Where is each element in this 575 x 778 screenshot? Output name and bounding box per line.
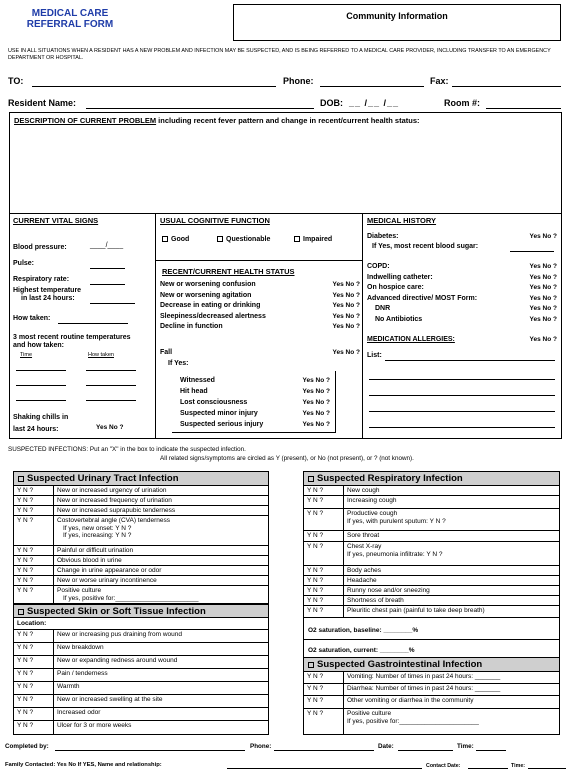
history-item: On hospice care: — [367, 284, 424, 291]
skin-section — [13, 617, 269, 735]
uti-row — [14, 506, 268, 516]
resp-text: Increasing cough — [347, 497, 397, 504]
cognitive-option-questionable[interactable] — [217, 236, 270, 243]
family-contacted[interactable]: Family Contacted: Yes No If YES, Name and relationship: — [5, 762, 162, 768]
uti-yn[interactable]: Y N ? — [14, 566, 54, 575]
checkbox-icon[interactable] — [217, 236, 223, 242]
skin-text: Ulcer for 3 or more weeks — [57, 722, 132, 729]
resp-yn[interactable]: Y N ? — [304, 496, 344, 508]
cognitive-good-label: Good — [171, 236, 190, 243]
bp-field[interactable]: ____/____ — [90, 242, 124, 249]
contact-date-field[interactable] — [468, 768, 508, 769]
phone-label: Phone: — [283, 76, 314, 86]
recent-temp-time-1[interactable] — [16, 370, 66, 371]
resp-row — [304, 542, 559, 566]
allergy-line-4[interactable] — [369, 411, 555, 412]
divider — [362, 213, 363, 439]
history-heading: MEDICAL HISTORY — [367, 216, 437, 225]
checkbox-icon[interactable] — [294, 236, 300, 242]
uti-text: New or worse urinary incontinence — [57, 577, 157, 584]
checkbox-icon[interactable] — [162, 236, 168, 242]
skin-heading[interactable] — [14, 604, 268, 618]
history-yn[interactable]: Yes No ? — [529, 315, 557, 323]
resp-rate-field[interactable] — [90, 284, 125, 285]
uti-row — [14, 586, 268, 604]
resp-sub[interactable]: If yes, pneumonia infiltrate: Y N ? — [347, 550, 443, 558]
history-item: Indwelling catheter: — [367, 273, 433, 281]
uti-text: New or increased urgency of urination — [57, 487, 167, 494]
fall-detail: Lost consciousness — [180, 399, 248, 406]
pulse-label: Pulse: — [13, 260, 35, 267]
skin-text: Pain / tenderness — [57, 670, 108, 677]
skin-yn[interactable]: Y N ? — [14, 695, 54, 707]
history-row — [367, 315, 557, 326]
health-item: New or worsening confusion — [160, 281, 256, 288]
resp-rate-label: Respiratory rate: — [13, 276, 70, 283]
uti-row — [14, 496, 268, 506]
history-item: Advanced directive/ MOST Form: — [367, 294, 478, 302]
skin-text: New or increased swelling at the site — [57, 696, 163, 703]
completed-by-label: Completed by: — [5, 743, 49, 750]
skin-yn[interactable]: Y N ? — [14, 682, 54, 694]
recent-temps-label — [13, 334, 130, 350]
completed-by-field[interactable] — [55, 750, 245, 751]
to-field[interactable] — [32, 86, 276, 87]
allergy-line-1[interactable] — [385, 360, 555, 361]
family-name-field[interactable] — [227, 768, 422, 769]
to-label: TO: — [8, 76, 24, 86]
skin-yn[interactable]: Y N ? — [14, 708, 54, 720]
footer-phone-field[interactable] — [274, 750, 374, 751]
gi-row — [304, 696, 559, 709]
history-yn[interactable]: Yes No ? — [529, 305, 557, 312]
description-heading — [14, 116, 419, 125]
community-info-box[interactable] — [233, 4, 561, 41]
health-yn[interactable]: Yes No ? — [332, 291, 360, 299]
allergies-label: MEDICATION ALLERGIES: — [367, 336, 455, 343]
form-title-line1: MEDICAL CARE — [31, 8, 109, 19]
footer-time-label: Time: — [457, 743, 474, 750]
history-item: COPD: — [367, 263, 390, 270]
uti-text — [57, 517, 266, 540]
resp-heading-label: Suspected Respiratory Infection — [317, 473, 463, 484]
resp-section — [303, 471, 560, 735]
community-info-label: Community Information — [346, 11, 448, 21]
health-status-row — [160, 280, 360, 291]
skin-row — [14, 656, 268, 669]
gi-text — [347, 710, 557, 725]
skin-yn[interactable]: Y N ? — [14, 669, 54, 681]
uti-yn[interactable]: Y N ? — [14, 506, 54, 515]
skin-heading-label: Suspected Skin or Soft Tissue Infection — [27, 606, 206, 617]
resp-text: Pleuritic chest pain (painful to take deep breath) — [347, 607, 485, 614]
gi-text: Other vomiting or diarrhea in the community — [347, 697, 474, 704]
resp-text — [347, 510, 557, 525]
skin-text: Warmth — [57, 683, 80, 690]
phone-field[interactable] — [320, 86, 424, 87]
blood-sugar-field[interactable] — [510, 251, 554, 252]
room-label: Room #: — [444, 98, 480, 108]
allergy-list-label: List: — [367, 352, 382, 359]
fall-detail: Hit head — [180, 388, 208, 395]
resp-row — [304, 531, 559, 542]
resp-row — [304, 496, 559, 509]
uti-section — [13, 471, 269, 618]
uti-yn[interactable]: Y N ? — [14, 486, 54, 495]
cognitive-heading: USUAL COGNITIVE FUNCTION — [160, 216, 270, 225]
health-yn[interactable]: Yes No ? — [332, 323, 360, 330]
suspected-note-2: All related signs/symptoms are circled as Y (present), or No (not present), or ? (not known). — [160, 455, 414, 462]
skin-yn[interactable]: Y N ? — [14, 721, 54, 734]
history-row — [367, 283, 557, 294]
fall-detail-yn[interactable]: Yes No ? — [302, 399, 330, 406]
fall-detail-yn[interactable]: Yes No ? — [302, 421, 330, 428]
skin-text: New or increasing pus draining from wound — [57, 631, 183, 638]
gi-yn[interactable]: Y N ? — [304, 709, 344, 734]
history-row — [367, 294, 557, 305]
resp-yn[interactable]: Y N ? — [304, 531, 344, 541]
gi-heading-label: Suspected Gastrointestinal Infection — [317, 659, 483, 670]
skin-yn[interactable]: Y N ? — [14, 656, 54, 668]
fall-yn[interactable]: Yes No ? — [332, 349, 360, 356]
gi-yn[interactable]: Y N ? — [304, 684, 344, 695]
checkbox-icon[interactable] — [18, 609, 24, 615]
uti-row — [14, 516, 268, 546]
description-field[interactable] — [14, 126, 554, 210]
allergies-row — [367, 336, 557, 343]
resp-yn[interactable]: Y N ? — [304, 566, 344, 575]
cognitive-questionable-label: Questionable — [226, 236, 271, 243]
uti-heading[interactable] — [14, 472, 268, 486]
shaking-line2: last 24 hours: — [13, 426, 59, 433]
resp-yn[interactable]: Y N ? — [304, 486, 344, 495]
o2-current: O2 saturation, current: ________% — [308, 647, 415, 654]
uti-sub[interactable]: If yes, new onset: Y N ? — [63, 524, 132, 532]
fall-detail: Suspected minor injury — [180, 410, 258, 417]
history-yn[interactable]: Yes No ? — [529, 294, 557, 302]
resp-yn[interactable]: Y N ? — [304, 606, 344, 617]
o2-baseline-row[interactable] — [304, 618, 559, 640]
contact-time-label: Time: — [511, 763, 526, 769]
temp-field[interactable] — [90, 303, 135, 304]
divider — [155, 213, 156, 439]
resident-name-field[interactable] — [86, 108, 314, 109]
history-row — [367, 304, 557, 315]
fax-field[interactable] — [452, 86, 561, 87]
skin-row — [14, 721, 268, 734]
uti-sub[interactable]: If yes, positive for:_______________________ — [63, 594, 199, 602]
history-list — [367, 262, 557, 325]
health-item: Decline in function — [160, 323, 223, 330]
gi-heading[interactable] — [304, 658, 559, 672]
uti-yn[interactable]: Y N ? — [14, 546, 54, 555]
cognitive-impaired-label: Impaired — [303, 236, 333, 243]
resp-row — [304, 606, 559, 618]
footer-phone-label: Phone: — [250, 743, 272, 750]
bp-label: Blood pressure: — [13, 244, 67, 251]
uti-text: Painful or difficult urination — [57, 547, 134, 554]
skin-row — [14, 682, 268, 695]
shaking-chills-yn[interactable]: Yes No ? — [96, 424, 124, 431]
health-yn[interactable]: Yes No ? — [332, 302, 360, 309]
health-item: Sleepiness/decreased alertness — [160, 312, 266, 320]
resp-text: Sore throat — [347, 532, 380, 539]
checkbox-icon[interactable] — [308, 476, 314, 482]
how-taken-field[interactable] — [58, 323, 128, 324]
health-status-row — [160, 291, 360, 302]
uti-text — [57, 587, 266, 602]
diabetes-row — [367, 233, 557, 240]
uti-yn[interactable]: Y N ? — [14, 496, 54, 505]
resp-text: Body aches — [347, 567, 381, 574]
uti-yn[interactable]: Y N ? — [14, 516, 54, 545]
health-yn[interactable]: Yes No ? — [332, 312, 360, 320]
skin-yn[interactable]: Y N ? — [14, 630, 54, 642]
temp-label-line1: Highest temperature — [13, 287, 82, 294]
uti-text-main: Costovertebral angle (CVA) tenderness — [57, 517, 170, 524]
skin-row — [14, 643, 268, 656]
uti-yn[interactable]: Y N ? — [14, 586, 54, 603]
resp-text — [347, 543, 557, 558]
skin-location-row[interactable] — [14, 618, 268, 630]
uti-row — [14, 556, 268, 566]
dob-label: DOB: — [320, 98, 343, 108]
skin-row — [14, 630, 268, 643]
shaking-line1: Shaking chills in — [13, 414, 69, 421]
skin-text: Increased odor — [57, 709, 101, 716]
resp-text: Headache — [347, 577, 377, 584]
resp-yn[interactable]: Y N ? — [304, 596, 344, 605]
cognitive-option-impaired[interactable] — [294, 236, 332, 243]
fall-detail-yn[interactable]: Yes No ? — [302, 388, 330, 395]
skin-row — [14, 695, 268, 708]
uti-row — [14, 546, 268, 556]
history-row — [367, 262, 557, 273]
history-item: DNR — [375, 305, 391, 312]
gi-yn[interactable]: Y N ? — [304, 696, 344, 708]
fall-details-list — [180, 375, 330, 430]
skin-text: New or expanding redness around wound — [57, 657, 178, 664]
footer-date-label: Date: — [378, 743, 394, 750]
skin-text: New breakdown — [57, 644, 104, 651]
gi-row — [304, 672, 559, 684]
fall-detail-row — [180, 408, 330, 419]
recent-temp-how-2[interactable] — [86, 385, 136, 386]
health-item: Decrease in eating or drinking — [160, 302, 261, 309]
resp-text: New cough — [347, 487, 380, 494]
diabetes-label: Diabetes: — [367, 233, 399, 240]
recent-temp-time-3[interactable] — [16, 400, 66, 401]
description-label: DESCRIPTION OF CURRENT PROBLEM — [14, 116, 157, 125]
o2-current-row[interactable] — [304, 640, 559, 658]
gi-sub[interactable]: If yes, positive for:______________________ — [347, 717, 479, 725]
fax-label: Fax: — [430, 76, 449, 86]
footer-time-field[interactable] — [476, 750, 506, 751]
resp-text: Shortness of breath — [347, 597, 404, 604]
resp-row — [304, 596, 559, 606]
health-item: New or worsening agitation — [160, 291, 252, 299]
how-taken-col-header: How taken — [88, 352, 114, 358]
skin-location-label: Location: — [17, 620, 47, 627]
resp-yn[interactable]: Y N ? — [304, 542, 344, 565]
form-title-line2: REFERRAL FORM — [26, 19, 114, 30]
recent-temp-time-2[interactable] — [16, 385, 66, 386]
checkbox-icon[interactable] — [18, 476, 24, 482]
shaking-chills-label — [13, 412, 68, 436]
uti-text: Change in urine appearance or odor — [57, 567, 162, 574]
uti-row — [14, 566, 268, 576]
resp-sub[interactable]: If yes, with purulent sputum: Y N ? — [347, 517, 446, 525]
resp-row — [304, 509, 559, 531]
gi-yn[interactable]: Y N ? — [304, 672, 344, 683]
skin-row — [14, 669, 268, 682]
resp-yn[interactable]: Y N ? — [304, 576, 344, 585]
allergy-line-2[interactable] — [369, 379, 555, 380]
resp-text-main: Productive cough — [347, 510, 398, 517]
fall-detail: Witnessed — [180, 377, 215, 384]
gi-row — [304, 684, 559, 696]
health-status-list — [160, 280, 360, 333]
resp-heading[interactable] — [304, 472, 559, 486]
pulse-field[interactable] — [90, 268, 125, 269]
resp-text: Runny nose and/or sneezing — [347, 587, 430, 594]
uti-sub[interactable]: If yes, increasing: Y N ? — [63, 532, 132, 539]
fall-detail-row — [180, 375, 330, 386]
temp-label-line2: in last 24 hours: — [21, 295, 75, 302]
uti-text: Obvious blood in urine — [57, 557, 122, 564]
history-yn[interactable]: Yes No ? — [529, 284, 557, 291]
skin-row — [14, 708, 268, 721]
temp-label — [13, 287, 81, 303]
health-status-row — [160, 301, 360, 312]
cognitive-option-good[interactable] — [162, 236, 189, 243]
skin-yn[interactable]: Y N ? — [14, 643, 54, 655]
resp-yn[interactable]: Y N ? — [304, 509, 344, 530]
recent-temps-line1: 3 most recent routine temperatures — [13, 334, 131, 341]
blood-sugar-label: If Yes, most recent blood sugar: — [372, 243, 479, 250]
time-col-header: Time — [20, 352, 33, 358]
resident-name-label: Resident Name: — [8, 98, 77, 108]
recent-temp-how-1[interactable] — [86, 370, 136, 371]
dob-field[interactable]: __ /__ /__ — [349, 98, 400, 108]
checkbox-icon[interactable] — [308, 662, 314, 668]
fall-detail: Suspected serious injury — [180, 421, 264, 428]
footer-date-field[interactable] — [398, 750, 453, 751]
resp-row — [304, 566, 559, 576]
fall-detail-row — [180, 419, 330, 430]
allergy-line-5[interactable] — [369, 427, 555, 428]
fall-detail-yn[interactable]: Yes No ? — [302, 377, 330, 384]
gi-text-main: Positive culture — [347, 710, 392, 717]
uti-text: New or increased suprapubic tenderness — [57, 507, 176, 514]
recent-temp-how-3[interactable] — [86, 400, 136, 401]
gi-row — [304, 709, 559, 734]
fall-label: Fall — [160, 349, 173, 356]
health-status-heading: RECENT/CURRENT HEALTH STATUS — [162, 267, 295, 276]
form-title — [20, 8, 120, 30]
history-yn[interactable]: Yes No ? — [529, 263, 557, 270]
health-status-row — [160, 312, 360, 323]
history-row — [367, 273, 557, 284]
health-status-row — [160, 322, 360, 333]
fall-detail-row — [180, 397, 330, 408]
uti-text: New or increased frequency of urination — [57, 497, 172, 504]
how-taken-label: How taken: — [13, 315, 51, 322]
o2-baseline: O2 saturation, baseline: ________% — [308, 627, 419, 634]
fall-if-yes: If Yes: — [168, 360, 189, 367]
resp-text-main: Chest X-ray — [347, 543, 382, 550]
diabetes-yn[interactable]: Yes No ? — [529, 233, 557, 240]
uti-row — [14, 486, 268, 496]
uti-yn[interactable]: Y N ? — [14, 576, 54, 585]
uti-row — [14, 576, 268, 586]
vitals-heading: CURRENT VITAL SIGNS — [13, 216, 99, 225]
description-rest: including recent fever pattern and change in recent/current health status: — [156, 116, 420, 125]
fall-detail-yn[interactable]: Yes No ? — [302, 410, 330, 417]
divider — [9, 213, 562, 214]
resp-yn[interactable]: Y N ? — [304, 586, 344, 595]
room-field[interactable] — [486, 108, 561, 109]
recent-temps-line2: and how taken: — [13, 342, 64, 349]
fall-detail-row — [180, 386, 330, 397]
resp-row — [304, 576, 559, 586]
uti-heading-label: Suspected Urinary Tract Infection — [27, 473, 179, 484]
suspected-note-1: SUSPECTED INFECTIONS: Put an "X" in the box to indicate the suspected infection. — [8, 446, 246, 453]
contact-date-label: Contact Date: — [426, 763, 461, 769]
contact-time-field[interactable] — [528, 768, 566, 769]
uti-yn[interactable]: Y N ? — [14, 556, 54, 565]
resp-row — [304, 586, 559, 596]
instruction-text: USE IN ALL SITUATIONS WHEN A RESIDENT HAS A NEW PROBLEM AND INFECTION MAY BE SUSPECTED, AND IS BEING REFERRED TO A MEDICAL CARE PROVIDER, INCLUDING TRANSFER TO AN EMERGENCY DEPARTMENT OR HOSPITAL. — [8, 48, 551, 61]
uti-text-main: Positive culture — [57, 587, 102, 594]
history-yn[interactable]: Yes No ? — [529, 273, 557, 281]
allergy-line-3[interactable] — [369, 395, 555, 396]
fall-row — [160, 349, 360, 356]
resp-row — [304, 486, 559, 496]
health-yn[interactable]: Yes No ? — [332, 281, 360, 288]
gi-text: Diarrhea: Number of times in past 24 hours: _______ — [347, 685, 501, 692]
allergies-yn[interactable]: Yes No ? — [529, 336, 557, 343]
history-item: No Antibiotics — [375, 315, 423, 323]
divider — [155, 260, 362, 261]
gi-text: Vomiting: Number of times in past 24 hours: _______ — [347, 673, 501, 680]
